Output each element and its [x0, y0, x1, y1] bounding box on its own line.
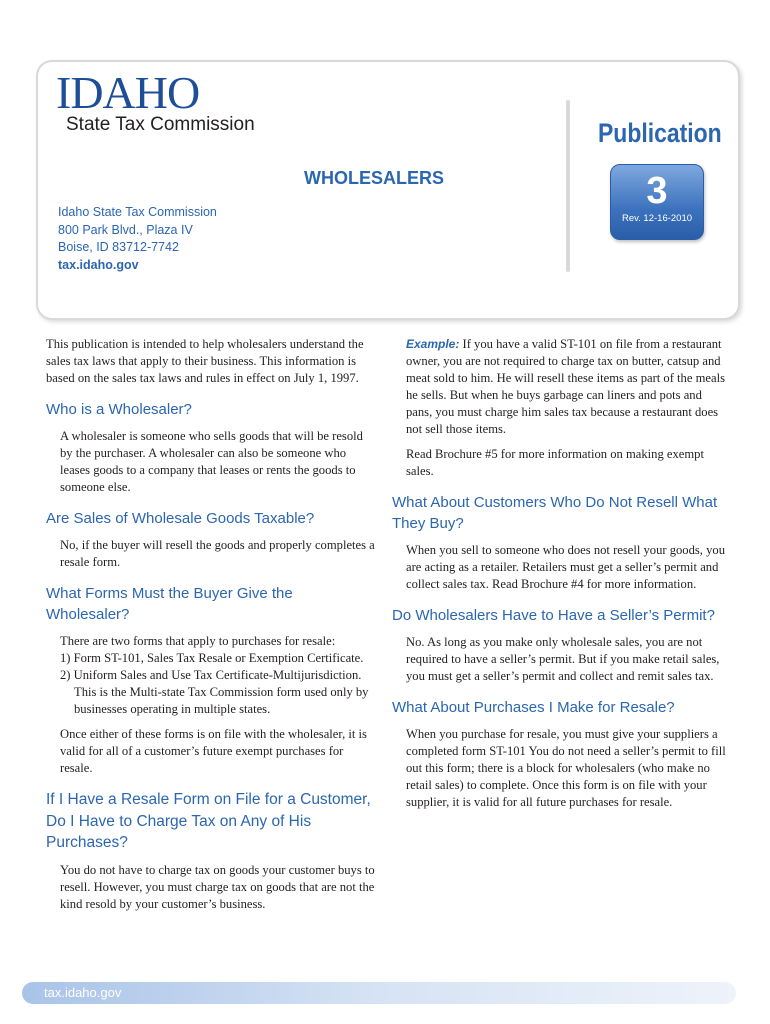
right-column	[392, 336, 728, 819]
revision-date: Rev. 12-16-2010	[621, 213, 693, 224]
idaho-logo	[56, 67, 255, 136]
example-label: Example:	[406, 337, 460, 351]
footer-bar	[22, 982, 736, 1004]
paragraph: When you sell to someone who does not resell your goods, you are acting as a retailer. Retailers must get a seller’s permit and collect sales tax. Read Brochure #4 for more information.	[406, 543, 725, 591]
example-text: If you have a valid ST-101 on file from a restaurant owner, you are not required to charge tax on butter, catsup and meat sold to him. He will resell these items as part of the meals he sells. But when he buys garbage can liners and pots and pans, you must charge him sales tax because a restaurant does not sell those items.	[406, 337, 725, 436]
address-line: 800 Park Blvd., Plaza IV	[58, 222, 193, 237]
list-item: 1) Form ST-101, Sales Tax Resale or Exemption Certificate.	[60, 651, 364, 665]
logo-subtitle: State Tax Commission	[66, 114, 255, 135]
paragraph: There are two forms that apply to purchases for resale:	[60, 634, 336, 648]
heading-sellers-permit: Do Wholesalers Have to Have a Seller’s Permit?	[392, 607, 715, 624]
publication-number: 3	[646, 170, 668, 212]
document-title: WHOLESALERS	[304, 168, 445, 188]
heading-sales-taxable: Are Sales of Wholesale Goods Taxable?	[46, 510, 315, 527]
intro-paragraph: This publication is intended to help wholesalers understand the sales tax laws that apply to their business. This information is based on the sales tax laws and rules in effect on July 1, 1997.	[46, 337, 364, 385]
left-column	[46, 336, 378, 921]
forms-list	[60, 650, 378, 718]
paragraph: Read Brochure #5 for more information on making exempt sales.	[406, 447, 704, 478]
paragraph: When you purchase for resale, you must give your suppliers a completed form ST-101 You do not need a seller’s permit to fill out this form; there is a block for wholesalers (who make no retail sales) to complete. Once this form is on file with your supplier, it is valid for all future purchases for resale.	[406, 727, 726, 809]
publication-badge	[610, 164, 704, 240]
list-item: 2) Uniform Sales and Use Tax Certificate-Multijurisdiction. This is the Multi-state Tax Commission form used only by businesses operating in multiple states.	[60, 668, 369, 716]
paragraph: A wholesaler is someone who sells goods that will be resold by the purchaser. A wholesaler can also be someone who leases goods to a company that leases or rents the goods to someone else.	[60, 429, 363, 494]
agency-address	[58, 204, 217, 274]
heading-who-is-wholesaler: Who is a Wholesaler?	[46, 401, 192, 418]
paragraph: You do not have to charge tax on goods your customer buys to resell. However, you must charge tax on goods that are not the kind resold by your customer’s business.	[60, 862, 375, 911]
heading-customers-not-resell: What About Customers Who Do Not Resell What They Buy?	[392, 494, 718, 532]
paragraph: Once either of these forms is on file with the wholesaler, it is valid for all of a customer’s future exempt purchases for resale.	[60, 727, 367, 775]
heading-forms-buyer: What Forms Must the Buyer Give the Wholesaler?	[46, 585, 293, 623]
footer-website[interactable]: tax.idaho.gov	[44, 985, 122, 1000]
heading-resale-form-on-file: If I Have a Resale Form on File for a Customer, Do I Have to Charge Tax on Any of His Purchases?	[46, 791, 371, 851]
example-paragraph	[392, 336, 728, 438]
paragraph: No. As long as you make only wholesale sales, you are not required to have a seller’s permit. But if you make retail sales, you must get a seller’s permit and collect and remit sales tax.	[406, 635, 720, 683]
website-link[interactable]: tax.idaho.gov	[58, 257, 139, 272]
address-line: Boise, ID 83712-7742	[58, 240, 179, 254]
publication-label: Publication	[598, 118, 722, 148]
paragraph: No, if the buyer will resell the goods and properly completes a resale form.	[60, 538, 375, 569]
address-line: Idaho State Tax Commission	[58, 205, 217, 219]
header-divider	[566, 100, 570, 272]
heading-purchases-for-resale: What About Purchases I Make for Resale?	[392, 699, 675, 716]
logo-wordmark: IDAHO	[56, 67, 200, 118]
forms-section	[46, 633, 378, 718]
